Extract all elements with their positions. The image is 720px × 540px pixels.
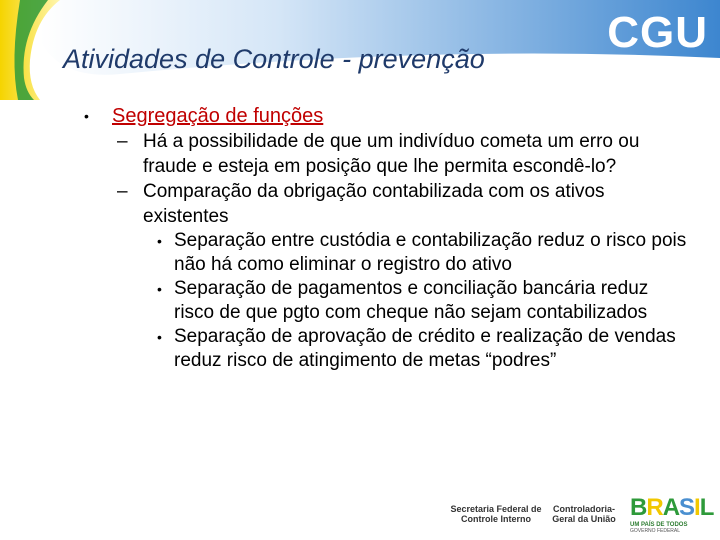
bullet-marker: • xyxy=(157,281,162,297)
cgu-logo: CGU xyxy=(607,8,708,57)
subsubitem-custodia-text: Separação entre custódia e contabilização reduz o risco pois não há como eliminar o registro do ativo xyxy=(174,230,687,275)
subsubitem-custodia xyxy=(157,229,689,277)
subitem-question xyxy=(117,129,688,179)
brasil-slogan: UM PAÍS DE TODOS xyxy=(630,522,688,528)
slide-title: Atividades de Controle - prevenção xyxy=(63,44,485,74)
brasil-logo xyxy=(630,494,716,534)
heading-segregacao[interactable]: Segregação de funções xyxy=(112,105,324,127)
subsubitem-credito xyxy=(157,325,689,373)
governo-federal-text: GOVERNO FEDERAL xyxy=(630,528,681,534)
dash-marker: – xyxy=(117,131,128,152)
subsubitem-credito-text: Separação de aprovação de crédito e realização de vendas reduz risco de atingimento de metas “podres” xyxy=(174,326,676,371)
cgu-org-text: Controladoria-Geral da União xyxy=(552,504,616,524)
subitem-comparison-text: Comparação da obrigação contabilizada com os ativos existentes xyxy=(143,181,605,227)
subsubitem-pagamentos xyxy=(157,277,689,325)
bullet-marker: • xyxy=(157,329,162,345)
dash-marker: – xyxy=(117,181,128,202)
subsubitem-pagamentos-text: Separação de pagamentos e conciliação bancária reduz risco de que pgto com cheque não sejam contabilizados xyxy=(174,278,649,323)
subitem-question-text: Há a possibilidade de que um indivíduo cometa um erro ou fraude e esteja em posição que lhe permita escondê-lo? xyxy=(143,131,640,177)
sfc-logo-text: Secretaria Federal de Controle Interno xyxy=(450,504,542,524)
bullet-marker: • xyxy=(84,108,89,124)
subitem-comparison xyxy=(117,179,688,229)
slide-content xyxy=(84,104,704,373)
bullet-marker: • xyxy=(157,233,162,249)
footer-logos xyxy=(450,494,716,534)
bullet-heading xyxy=(84,104,704,129)
brasil-wordmark: BRASIL xyxy=(630,494,714,521)
